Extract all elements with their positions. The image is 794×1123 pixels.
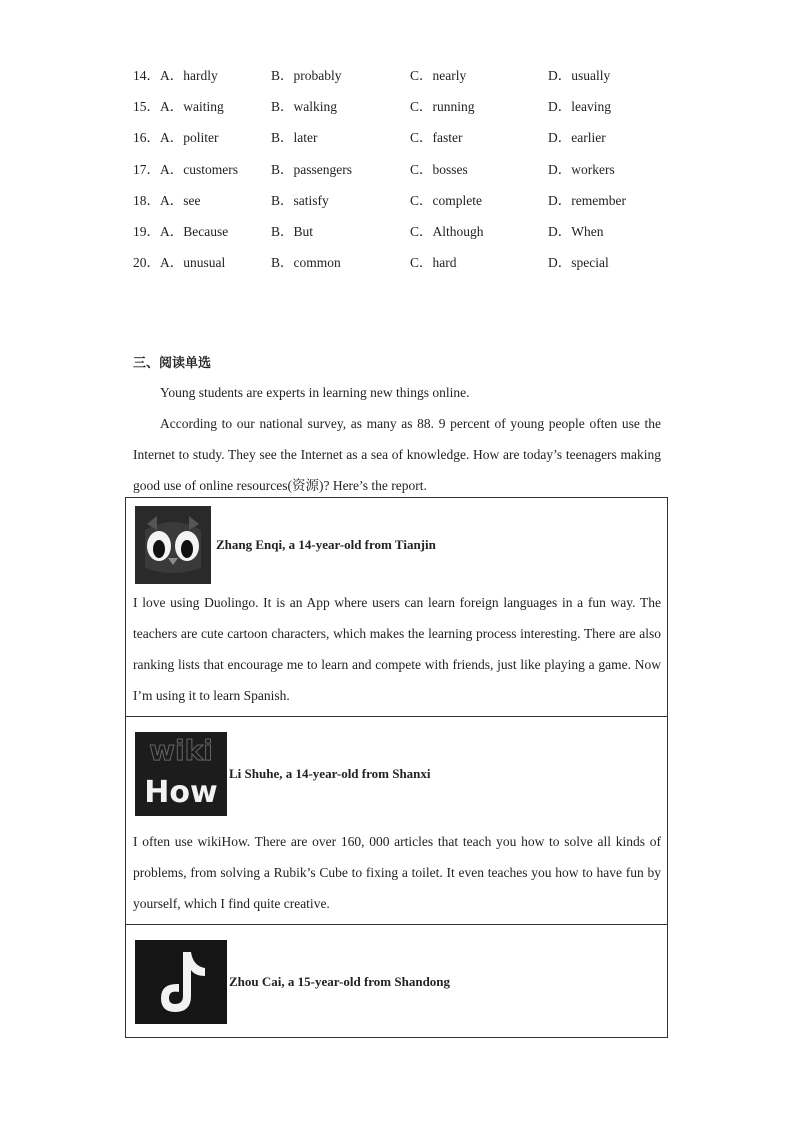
option-d: D．workers <box>548 161 615 177</box>
option-row-19 <box>133 222 693 253</box>
option-b: B．later <box>271 130 318 146</box>
option-a-text: A．hardly <box>160 68 218 83</box>
option-a <box>133 160 238 180</box>
wikihow-icon <box>135 732 227 816</box>
table-row <box>126 498 667 717</box>
student-name: Li Shuhe, a 14-year-old from Shanxi <box>229 766 431 781</box>
passage-paragraph: According to our national survey, as many as 88. 9 percent of young people often use the Internet to study. They see the Internet as a sea of knowledge. How are today’s teenagers making good use of online resources(资源)? Here’s the report. <box>133 416 661 493</box>
option-a-text: A．Because <box>160 223 229 239</box>
option-b: B．walking <box>271 99 337 115</box>
option-d: D．special <box>548 255 609 271</box>
option-row-14 <box>133 66 693 97</box>
option-a-text: A．unusual <box>160 255 226 271</box>
wikihow-logo <box>135 732 227 816</box>
table-row <box>126 925 667 1037</box>
option-c: C．faster <box>410 130 463 146</box>
question-number: 18． <box>133 192 160 208</box>
option-c: C．bosses <box>410 161 468 177</box>
option-a <box>133 222 228 242</box>
section-title: 三、阅读单选 <box>133 356 212 371</box>
option-d: D．When <box>548 223 604 239</box>
option-a-text: A．see <box>160 192 201 208</box>
student-name: Zhou Cai, a 15-year-old from Shandong <box>229 974 451 989</box>
question-number: 17． <box>133 161 160 177</box>
tiktok-note-logo <box>135 940 227 1024</box>
music-note-icon <box>135 940 227 1024</box>
option-a <box>133 253 225 273</box>
option-row-17 <box>133 160 693 191</box>
option-a <box>133 128 219 148</box>
table-row <box>126 717 667 925</box>
option-b: B．satisfy <box>271 192 329 208</box>
option-c: C．nearly <box>410 68 467 83</box>
passage-intro: Young students are experts in learning new things online. <box>160 385 470 400</box>
option-a <box>133 66 218 86</box>
option-a-text: A．customers <box>160 161 238 177</box>
student-comment: I love using Duolingo. It is an App where users can learn foreign languages in a fun way. The teachers are cute cartoon characters, which makes the learning process interesting. There are also ranking lists that encourage me to learn and compete with friends, just like playing a game. Now I’m using it to learn Spanish. <box>133 595 661 703</box>
option-c: C．Although <box>410 223 484 239</box>
option-b: B．common <box>271 255 341 271</box>
option-row-20 <box>133 253 693 284</box>
answer-options <box>133 66 693 284</box>
duolingo-owl-logo <box>135 506 211 584</box>
option-row-15 <box>133 97 693 128</box>
option-b: B．But <box>271 223 314 239</box>
option-a <box>133 97 224 117</box>
student-name: Zhang Enqi, a 14-year-old from Tianjin <box>216 537 436 552</box>
option-d: D．earlier <box>548 130 606 146</box>
option-a-text: A．politer <box>160 130 219 146</box>
question-number: 14． <box>133 68 160 83</box>
owl-icon <box>135 506 211 584</box>
option-b: B．probably <box>271 68 342 83</box>
option-d: D．leaving <box>548 99 611 115</box>
how-text: How <box>144 775 218 810</box>
option-c: C．hard <box>410 255 457 271</box>
option-row-18 <box>133 191 693 222</box>
question-number: 19． <box>133 223 160 239</box>
option-row-16 <box>133 128 693 159</box>
option-c: C．complete <box>410 192 482 208</box>
question-number: 15． <box>133 99 160 115</box>
option-c: C．running <box>410 99 475 115</box>
option-d: D．usually <box>548 68 611 83</box>
question-number: 20． <box>133 255 160 271</box>
question-number: 16． <box>133 130 160 146</box>
option-d: D．remember <box>548 192 626 208</box>
option-a-text: A．waiting <box>160 99 224 115</box>
wiki-text: wiki <box>149 734 213 767</box>
report-table <box>125 497 668 1038</box>
student-comment: I often use wikiHow. There are over 160, 000 articles that teach you how to solve all kinds of problems, from solving a Rubik’s Cube to fixing a toilet. It even teaches you how to have fun by yourself, which I find quite creative. <box>133 834 661 911</box>
option-a <box>133 191 201 211</box>
option-b: B．passengers <box>271 161 352 177</box>
